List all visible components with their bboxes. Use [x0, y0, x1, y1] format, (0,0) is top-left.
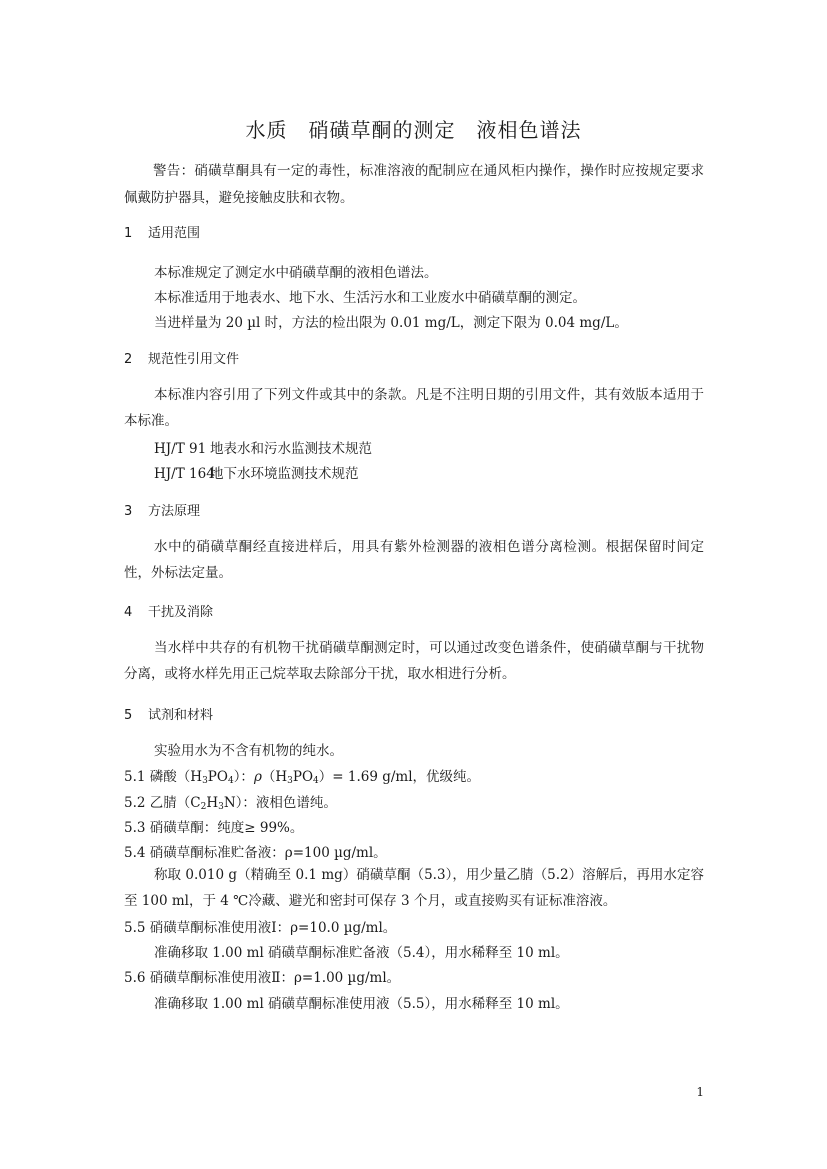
subscript: 3: [218, 802, 224, 812]
section-2-heading: [124, 348, 239, 367]
reference-code: HJ/T 91: [154, 441, 207, 457]
item-5-2: [124, 791, 337, 812]
text-part: PO: [207, 769, 228, 785]
item-text: 硝磺草酮标准贮备液：ρ=100 µg/ml。: [149, 845, 387, 861]
subscript: 4: [313, 776, 319, 786]
reference-name: 地表水和污水监测技术规范: [210, 441, 372, 457]
item-5-5: [124, 916, 396, 936]
document-title: 水质 硝磺草酮的测定 液相色谱法: [245, 118, 582, 142]
section-number: 5: [124, 708, 133, 723]
page-number: 1: [696, 1085, 704, 1099]
text-part: （H: [261, 769, 288, 785]
section-number: 4: [124, 605, 133, 620]
item-5-5-description: 准确移取 1.00 ml 硝磺草酮标准贮备液（5.4），用水稀释至 10 ml。: [154, 945, 569, 961]
section-title: 试剂和材料: [148, 708, 214, 723]
text-part: 乙腈（C: [149, 795, 201, 811]
paragraph: 水中的硝磺草酮经直接进样后，用具有紫外检测器的液相色谱分离检测。根据保留时间定性，外标法定量。: [124, 539, 704, 581]
rho-symbol: ρ: [253, 769, 262, 785]
section-number: 3: [124, 504, 133, 519]
item-5-4: [124, 841, 387, 861]
item-5-6-description: 准确移取 1.00 ml 硝磺草酮标准使用液（5.5），用水稀释至 10 ml。: [154, 996, 569, 1012]
warning-paragraph: 警告：硝磺草酮具有一定的毒性，标准溶液的配制应在通风柜内操作，操作时应按规定要求佩戴防护器具，避免接触皮肤和衣物。: [124, 163, 704, 206]
section-4-heading: [124, 601, 213, 620]
item-number: 5.1: [124, 769, 146, 785]
section-title: 适用范围: [148, 226, 201, 241]
item-number: 5.6: [124, 970, 146, 986]
text-part: ）：: [233, 769, 254, 785]
section-3-heading: [124, 500, 200, 519]
item-text: 硝磺草酮标准使用液Ⅰ：ρ=10.0 µg/ml。: [149, 920, 397, 936]
item-5-3: [124, 816, 303, 836]
reference-item: [154, 462, 359, 482]
text-part: ）= 1.69 g/ml，优级纯。: [318, 769, 481, 785]
subscript: 3: [287, 776, 293, 786]
paragraph: 当水样中共存的有机物干扰硝磺草酮测定时，可以通过改变色谱条件，使硝磺草酮与干扰物分离，或将水样先用正己烷萃取去除部分干扰，取水相进行分析。: [124, 640, 704, 682]
item-text: 硝磺草酮：纯度≥ 99%。: [149, 820, 304, 836]
paragraph: 本标准规定了测定水中硝磺草酮的液相色谱法。: [154, 265, 438, 281]
subscript: 3: [202, 776, 208, 786]
section-1-heading: [124, 222, 200, 241]
section-title: 方法原理: [148, 504, 201, 519]
reference-name: 地下水环境监测技术规范: [210, 466, 359, 482]
item-number: 5.5: [124, 920, 146, 936]
reference-item: [154, 437, 372, 457]
item-5-4-description: 称取 0.010 g（精确至 0.1 mg）硝磺草酮（5.3），用少量乙腈（5.2）溶解后，再用水定容至 100 ml，于 4 ℃冷藏、避光和密封可保存 3 个月，或直接购买有证标准溶液。: [124, 867, 704, 909]
item-5-1: [124, 765, 480, 786]
text-part: N）：液相色谱纯。: [223, 795, 337, 811]
paragraph: 当进样量为 20 µl 时，方法的检出限为 0.01 mg/L，测定下限为 0.04 mg/L。: [154, 315, 628, 331]
section-title: 规范性引用文件: [148, 352, 240, 367]
item-number: 5.2: [124, 795, 146, 811]
subscript: 2: [200, 802, 207, 812]
section-5-heading: [124, 704, 213, 723]
item-number: 5.4: [124, 845, 146, 861]
text-part: PO: [292, 769, 314, 785]
text-part: H: [206, 795, 219, 811]
section-title: 干扰及消除: [148, 605, 214, 620]
item-5-6: [124, 966, 400, 986]
section-number: 2: [124, 352, 133, 367]
paragraph: 实验用水为不含有机物的纯水。: [154, 743, 343, 759]
paragraph: 本标准内容引用了下列文件或其中的条款。凡是不注明日期的引用文件，其有效版本适用于本标准。: [124, 387, 704, 429]
reference-code: HJ/T 164: [154, 466, 215, 482]
section-number: 1: [124, 226, 133, 241]
subscript: 4: [227, 776, 234, 786]
item-text: 硝磺草酮标准使用液Ⅱ：ρ=1.00 µg/ml。: [149, 970, 401, 986]
paragraph: 本标准适用于地表水、地下水、生活污水和工业废水中硝磺草酮的测定。: [154, 290, 586, 306]
text-part: 磷酸（H: [149, 769, 203, 785]
item-number: 5.3: [124, 820, 146, 836]
